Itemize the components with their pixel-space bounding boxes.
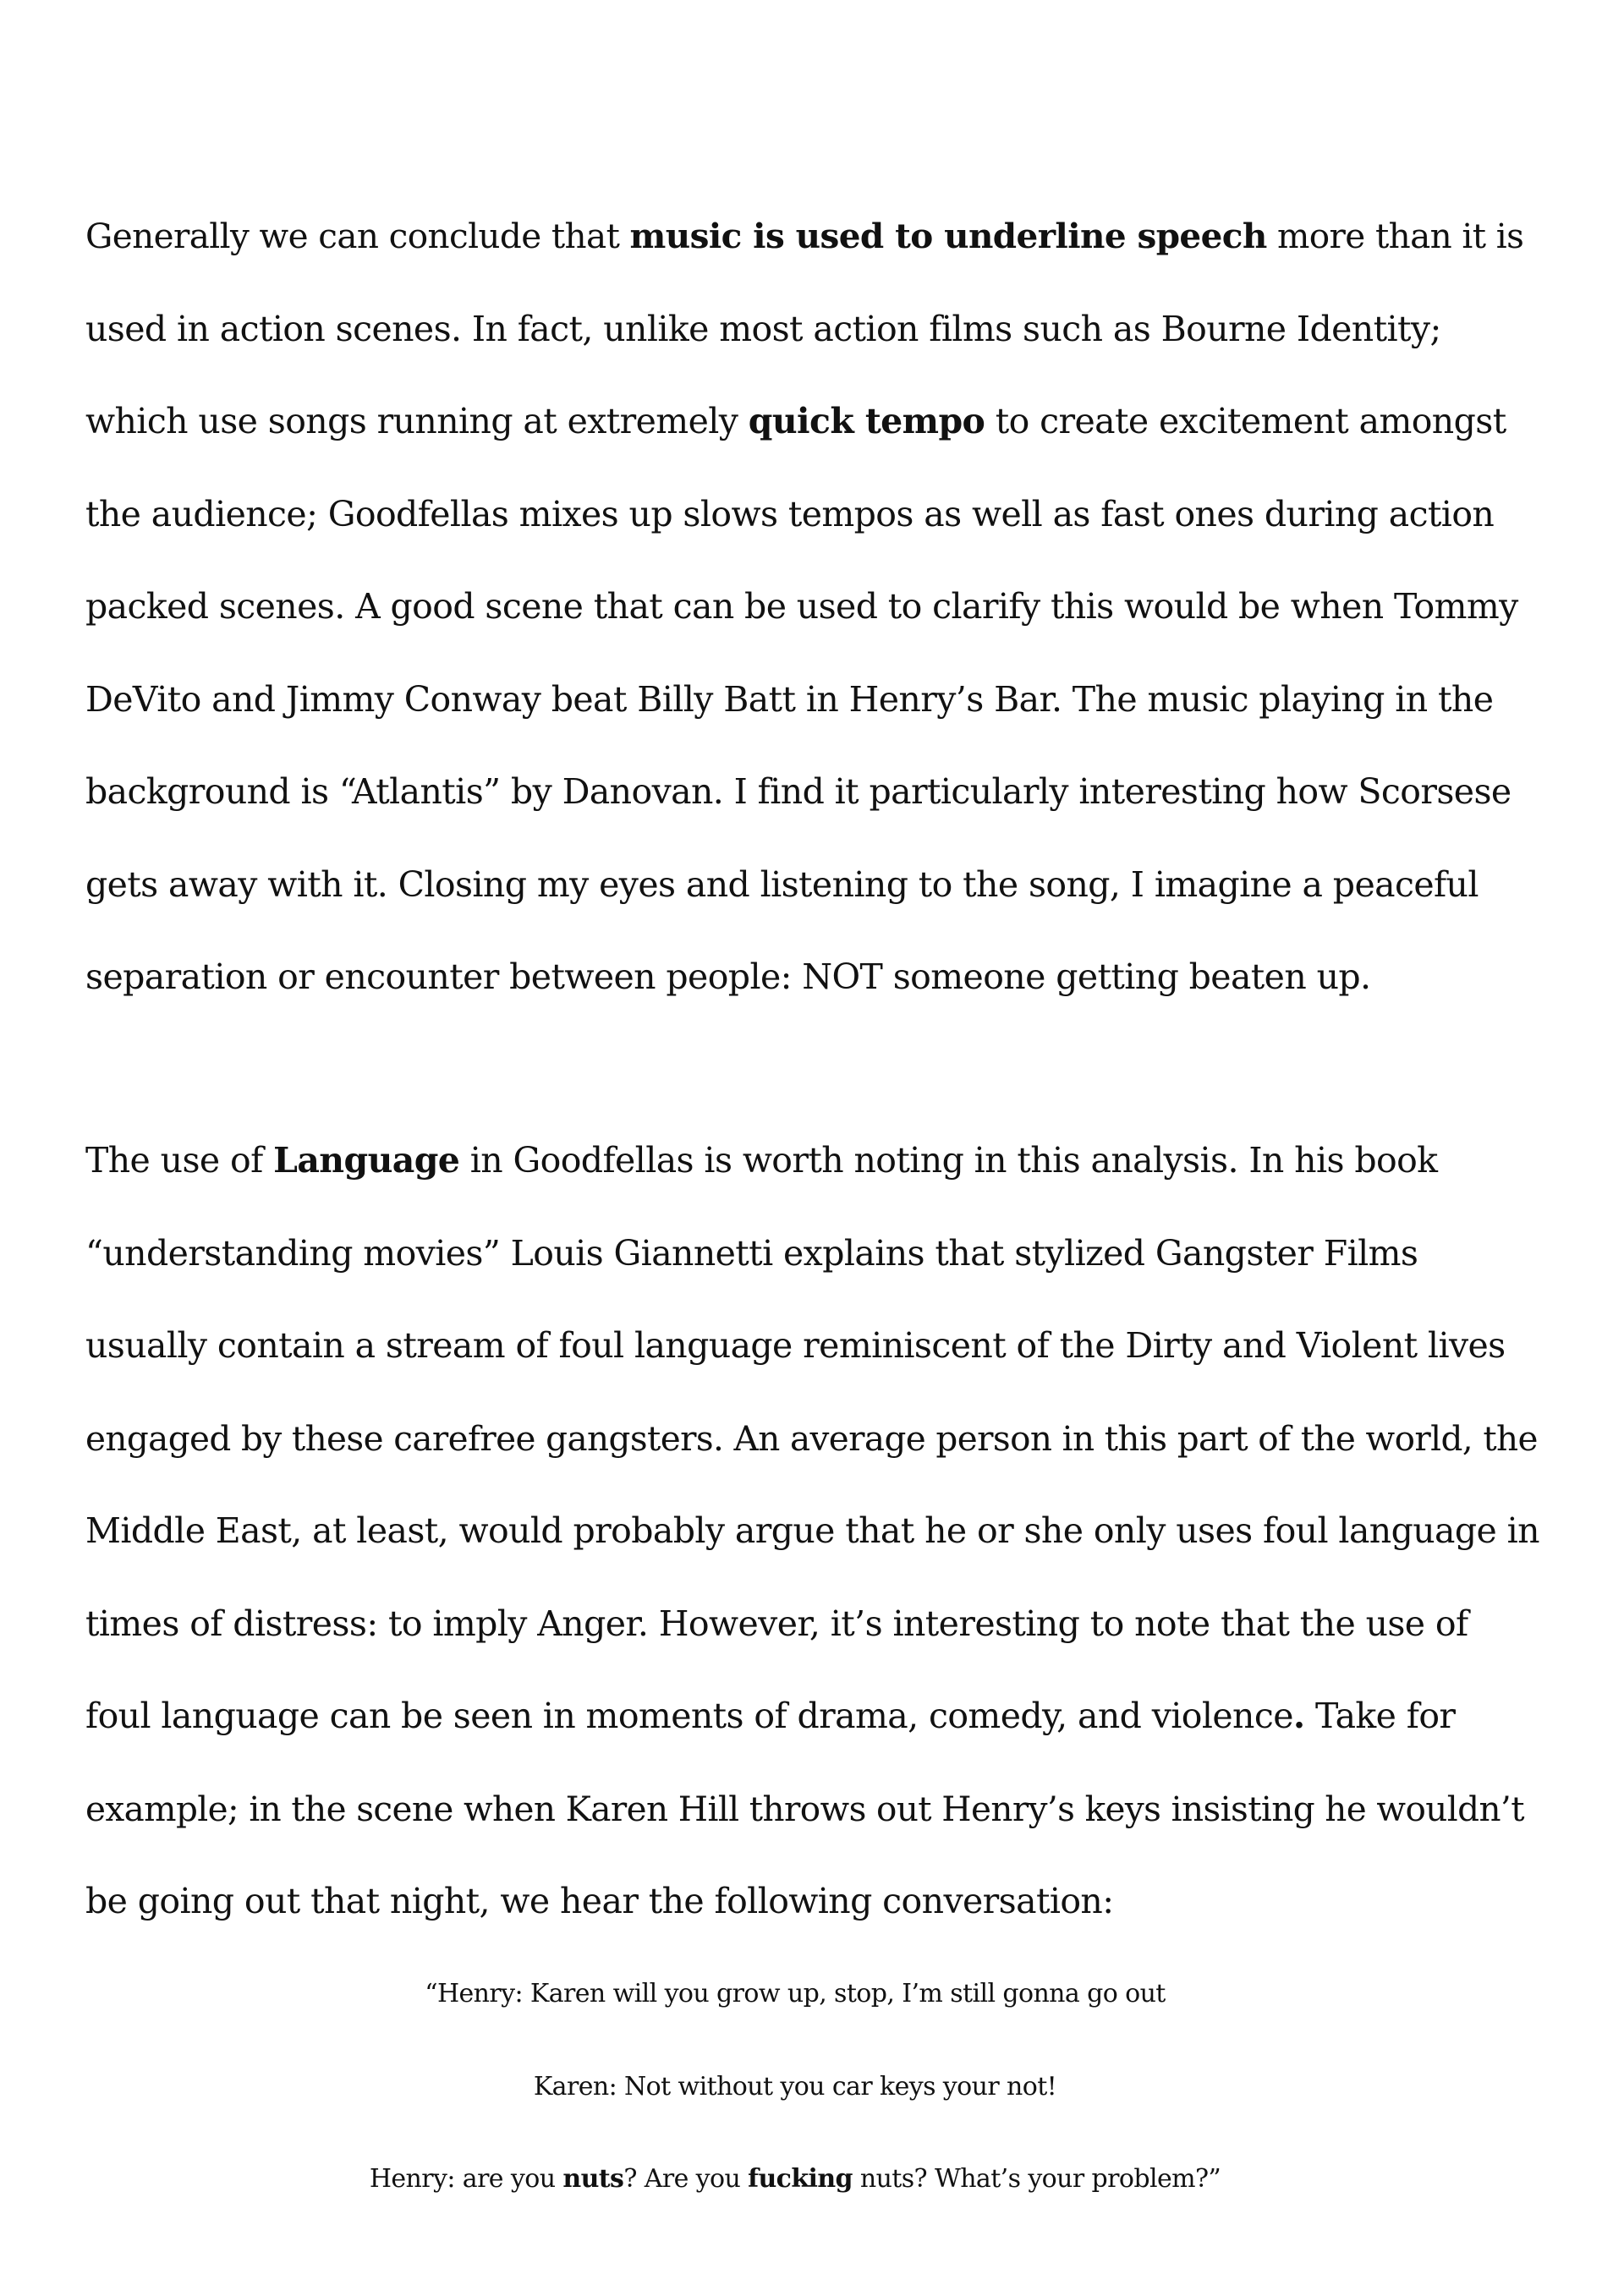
bold-phrase: music is used to underline speech <box>629 216 1267 256</box>
text-line: gets away with it. Closing my eyes and listening to the song, I imagine a peaceful <box>85 863 1479 905</box>
bold-phrase: . <box>1292 1696 1305 1736</box>
text-line: “understanding movies” Louis Giannetti explains that stylized Gangster Films <box>85 1232 1418 1274</box>
paragraph-music <box>85 190 1523 1024</box>
text-line: Middle East, at least, would probably argue that he or she only uses foul language in <box>85 1510 1539 1551</box>
text-line: which use songs running at extremely quick tempo to create excitement amongst <box>85 401 1506 441</box>
bold-phrase: Language <box>273 1140 460 1181</box>
text-line: DeVito and Jimmy Conway beat Billy Batt in Henry’s Bar. The music playing in the <box>85 678 1494 720</box>
paragraph-language <box>85 1115 1539 1948</box>
text-line: times of distress: to imply Anger. However, it’s interesting to note that the use of <box>85 1603 1468 1644</box>
text-line: be going out that night, we hear the following conversation: <box>85 1881 1114 1921</box>
text-line: engaged by these carefree gangsters. An average person in this part of the world, the <box>85 1417 1538 1459</box>
text-line: background is “Atlantis” by Danovan. I find it particularly interesting how Scorsese <box>85 771 1512 812</box>
text-line: separation or encounter between people: NOT someone getting beaten up. <box>85 956 1371 997</box>
text-line: example; in the scene when Karen Hill throws out Henry’s keys insisting he wouldn’t <box>85 1788 1524 1829</box>
dialogue-line: Henry: are you nuts? Are you fucking nuts? What’s your problem?” <box>369 2164 1221 2194</box>
bold-word: fucking <box>748 2164 853 2194</box>
text-line: The use of Language in Goodfellas is worth noting in this analysis. In his book <box>85 1140 1438 1181</box>
bold-phrase: quick tempo <box>748 401 985 441</box>
text-line: Generally we can conclude that music is used to underline speech more than it is <box>85 216 1524 256</box>
dialogue-line: Karen: Not without you car keys your not! <box>533 2071 1057 2101</box>
dialogue-line: “Henry: Karen will you grow up, stop, I’m still gonna go out <box>425 1979 1166 2008</box>
text-line: packed scenes. A good scene that can be used to clarify this would be when Tommy <box>85 586 1518 627</box>
bold-word: nuts <box>562 2164 624 2194</box>
text-line: usually contain a stream of foul language reminiscent of the Dirty and Violent lives <box>85 1325 1506 1366</box>
text-line: the audience; Goodfellas mixes up slows tempos as well as fast ones during action <box>85 493 1495 534</box>
quoted-dialogue <box>0 1948 1590 2226</box>
text-line: foul language can be seen in moments of drama, comedy, and violence. Take for <box>85 1696 1456 1736</box>
text-line: used in action scenes. In fact, unlike most action films such as Bourne Identity; <box>85 308 1441 349</box>
